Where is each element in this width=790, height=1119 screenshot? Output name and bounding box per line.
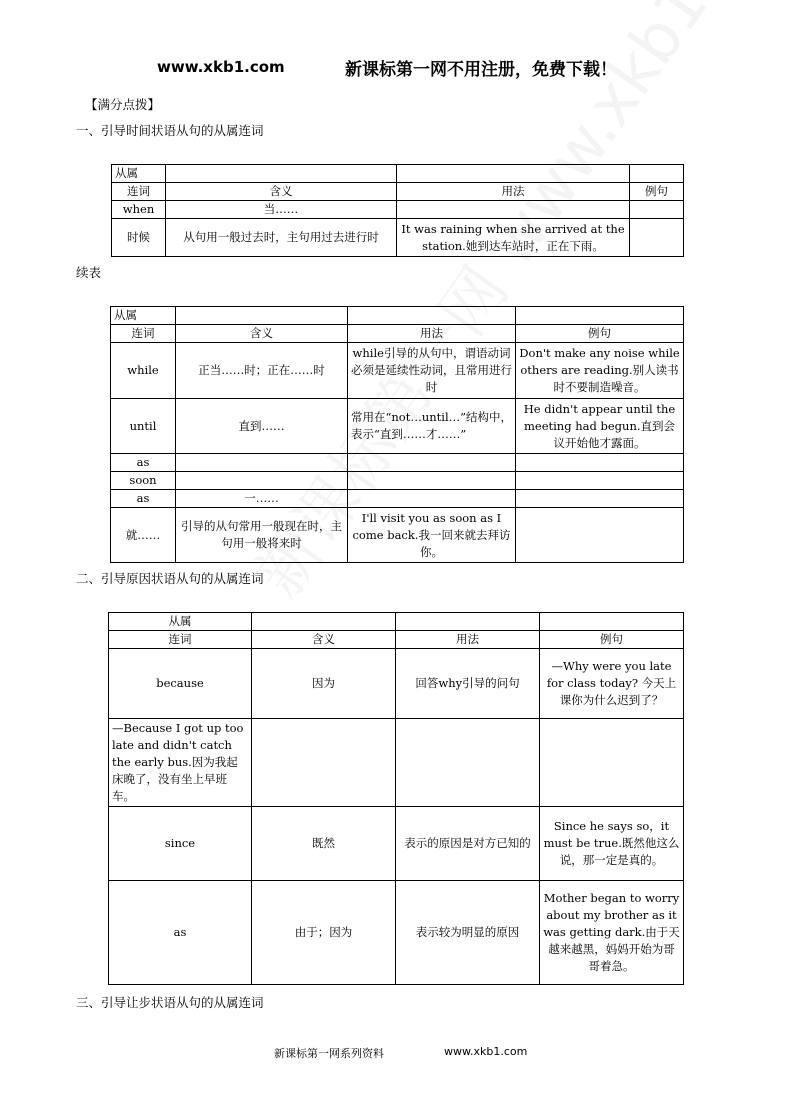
time-conjunction-table-2	[110, 306, 684, 563]
conjunction-cell: as	[109, 881, 252, 985]
example-cell: —Why were you late for class today? 今天上课你为什么迟到了？	[540, 649, 684, 719]
conjunction-cell: as	[111, 454, 176, 472]
meaning-cell: 当……	[166, 201, 397, 219]
conjunction-cell: soon	[111, 472, 176, 490]
conjunction-cell: since	[109, 807, 252, 881]
conjunction-cell: 时候	[112, 219, 166, 257]
bracket-title: 【满分点拨】	[85, 97, 161, 112]
header-meaning: 含义	[252, 631, 396, 649]
cause-conjunction-table	[108, 612, 684, 985]
footer-site-url[interactable]: www.xkb1.com	[444, 1045, 528, 1058]
example-cell: Since he says so，it must be true.既然他这么说，那一定是真的。	[540, 807, 684, 881]
header-usage: 用法	[396, 631, 540, 649]
conjunction-cell: as	[111, 490, 176, 508]
header-cell: 连词	[111, 325, 176, 343]
usage-cell: 回答why引导的问句	[396, 649, 540, 719]
time-conjunction-table-1	[111, 164, 684, 257]
section-2-heading: 二、引导原因状语从句的从属连词	[76, 571, 264, 586]
continued-label: 续表	[76, 265, 102, 280]
meaning-cell: 由于；因为	[252, 881, 396, 985]
header-meaning: 含义	[176, 325, 348, 343]
meaning-cell: 引导的从句常用一般现在时，主句用一般将来时	[176, 508, 348, 563]
usage-cell: I'll visit you as soon as I come back.我一回来就去拜访你。	[348, 508, 516, 563]
usage-cell: 表示的原因是对方已知的	[396, 807, 540, 881]
footer-left-text: 新课标第一网系列资料	[274, 1047, 384, 1060]
header-example: 例句	[516, 325, 684, 343]
example-cell: —Because I got up too late and didn't catch the early bus.因为我起床晚了，没有坐上早班车。	[109, 719, 252, 807]
meaning-cell: 既然	[252, 807, 396, 881]
conjunction-cell: until	[111, 399, 176, 454]
usage-cell: It was raining when she arrived at the station.她到达车站时，正在下雨。	[397, 219, 630, 257]
header-example: 例句	[630, 183, 684, 201]
header-cell: 从属	[111, 307, 176, 325]
meaning-cell: 一……	[176, 490, 348, 508]
header-cell: 从属	[112, 165, 166, 183]
example-cell: Mother began to worry about my brother as it was getting dark.由于天越来越黑，妈妈开始为哥哥着急。	[540, 881, 684, 985]
conjunction-cell: when	[112, 201, 166, 219]
usage-cell: 表示较为明显的原因	[396, 881, 540, 985]
header-meaning: 含义	[166, 183, 397, 201]
section-1-heading: 一、引导时间状语从句的从属连词	[76, 123, 264, 138]
header-slogan: 新课标第一网不用注册，免费下载！	[345, 60, 617, 80]
conjunction-cell: 就……	[111, 508, 176, 563]
example-cell: Don't make any noise while others are reading.别人读书时不要制造噪音。	[516, 343, 684, 399]
header-cell: 连词	[109, 631, 252, 649]
header-usage: 用法	[397, 183, 630, 201]
header-example: 例句	[540, 631, 684, 649]
header-site-url[interactable]: www.xkb1.com	[157, 58, 285, 76]
example-cell: He didn't appear until the meeting had begun.直到会议开始他才露面。	[516, 399, 684, 454]
conjunction-cell: while	[111, 343, 176, 399]
meaning-cell: 因为	[252, 649, 396, 719]
header-cell: 从属	[109, 613, 252, 631]
section-3-heading: 三、引导让步状语从句的从属连词	[76, 995, 264, 1010]
usage-cell: while引导的从句中，谓语动词必须是延续性动词，且常用进行时	[348, 343, 516, 399]
header-cell: 连词	[112, 183, 166, 201]
meaning-cell: 从句用一般过去时，主句用过去进行时	[166, 219, 397, 257]
meaning-cell: 正当……时；正在……时	[176, 343, 348, 399]
meaning-cell: 直到……	[176, 399, 348, 454]
conjunction-cell: because	[109, 649, 252, 719]
header-usage: 用法	[348, 325, 516, 343]
usage-cell: 常用在“not…until…”结构中，表示“直到……才……”	[348, 399, 516, 454]
